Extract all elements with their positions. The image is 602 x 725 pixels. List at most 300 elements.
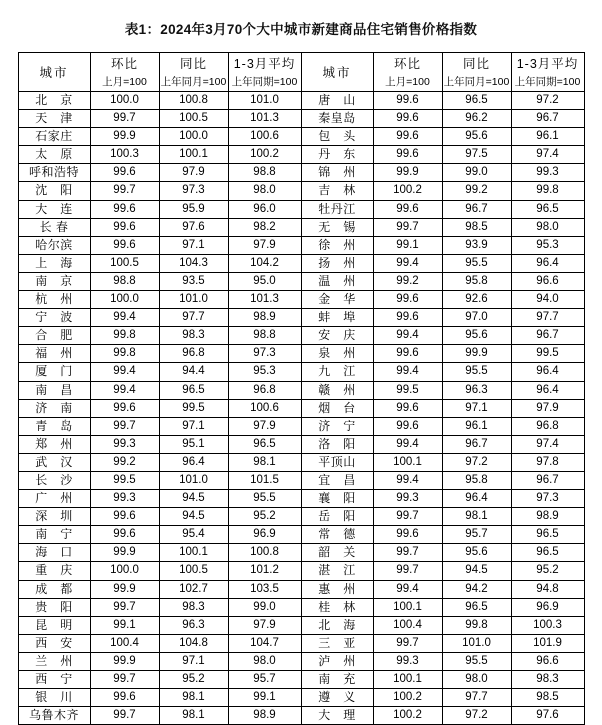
city-name-cell: 深 圳 [18,508,90,526]
table-row [18,671,584,689]
value-cell-yoy: 99.9 [442,345,511,363]
value-cell-mom: 99.6 [373,345,442,363]
value-cell-yoy: 100.1 [159,146,228,164]
value-cell-mom: 99.6 [90,399,159,417]
header-group-yoy-left: 同比 [159,53,228,73]
header-group-avg-left: 1-3月平均 [228,53,301,73]
city-name-cell: 安 庆 [301,327,373,345]
value-cell-mom: 99.4 [373,471,442,489]
table-row [18,110,584,128]
value-cell-yoy: 96.3 [159,616,228,634]
value-cell-avg: 97.6 [511,707,584,725]
value-cell-avg: 96.7 [511,110,584,128]
city-name-cell: 烟 台 [301,399,373,417]
city-name-cell: 湛 江 [301,562,373,580]
value-cell-avg: 98.8 [228,327,301,345]
value-cell-yoy: 96.1 [442,417,511,435]
city-name-cell: 银 川 [18,689,90,707]
city-name-cell: 九 江 [301,363,373,381]
value-cell-mom: 99.7 [373,634,442,652]
city-name-cell: 成 都 [18,580,90,598]
value-cell-avg: 95.3 [511,236,584,254]
value-cell-yoy: 97.9 [159,164,228,182]
value-cell-mom: 99.4 [373,363,442,381]
city-name-cell: 郑 州 [18,435,90,453]
value-cell-mom: 99.7 [90,417,159,435]
value-cell-yoy: 96.5 [442,92,511,110]
city-name-cell: 惠 州 [301,580,373,598]
value-cell-mom: 99.6 [373,309,442,327]
value-cell-mom: 99.1 [373,236,442,254]
value-cell-yoy: 96.7 [442,200,511,218]
value-cell-yoy: 99.2 [442,182,511,200]
city-name-cell: 贵 阳 [18,598,90,616]
value-cell-avg: 96.8 [228,381,301,399]
value-cell-avg: 96.6 [511,272,584,290]
value-cell-yoy: 104.3 [159,254,228,272]
value-cell-yoy: 95.6 [442,128,511,146]
table-row [18,544,584,562]
value-cell-mom: 99.6 [373,92,442,110]
value-cell-mom: 99.6 [90,526,159,544]
header-sub-yoy-left: 上年同月=100 [159,72,228,92]
table-body [18,92,584,725]
table-row [18,490,584,508]
value-cell-avg: 95.2 [228,508,301,526]
value-cell-yoy: 95.5 [442,254,511,272]
value-cell-mom: 99.6 [90,200,159,218]
city-name-cell: 大 连 [18,200,90,218]
value-cell-yoy: 95.5 [442,652,511,670]
value-cell-mom: 100.4 [373,616,442,634]
value-cell-mom: 99.3 [90,490,159,508]
value-cell-mom: 99.6 [373,417,442,435]
city-name-cell: 泸 州 [301,652,373,670]
value-cell-mom: 99.2 [90,453,159,471]
table-row [18,309,584,327]
value-cell-mom: 99.6 [373,526,442,544]
value-cell-avg: 95.2 [511,562,584,580]
value-cell-yoy: 96.5 [442,598,511,616]
value-cell-mom: 99.6 [373,128,442,146]
value-cell-yoy: 98.1 [159,707,228,725]
value-cell-mom: 99.5 [373,381,442,399]
value-cell-avg: 96.7 [511,327,584,345]
value-cell-yoy: 100.8 [159,92,228,110]
value-cell-yoy: 94.5 [159,490,228,508]
value-cell-avg: 96.8 [511,417,584,435]
value-cell-avg: 96.5 [511,200,584,218]
value-cell-mom: 100.2 [373,182,442,200]
value-cell-yoy: 95.9 [159,200,228,218]
city-name-cell: 呼和浩特 [18,164,90,182]
value-cell-avg: 101.9 [511,634,584,652]
value-cell-mom: 99.6 [373,399,442,417]
value-cell-avg: 98.9 [228,309,301,327]
city-name-cell: 丹 东 [301,146,373,164]
value-cell-mom: 99.9 [373,164,442,182]
header-city-right: 城市 [301,53,373,92]
value-cell-yoy: 95.4 [159,526,228,544]
value-cell-yoy: 95.2 [159,671,228,689]
value-cell-mom: 99.7 [373,544,442,562]
city-name-cell: 宁 波 [18,309,90,327]
city-name-cell: 北 京 [18,92,90,110]
value-cell-yoy: 98.0 [442,671,511,689]
value-cell-avg: 99.1 [228,689,301,707]
city-name-cell: 徐 州 [301,236,373,254]
value-cell-avg: 101.3 [228,110,301,128]
value-cell-avg: 97.9 [228,236,301,254]
header-group-yoy-right: 同比 [442,53,511,73]
value-cell-avg: 97.3 [228,345,301,363]
header-group-avg-right: 1-3月平均 [511,53,584,73]
value-cell-mom: 100.1 [373,671,442,689]
value-cell-mom: 99.8 [90,345,159,363]
value-cell-avg: 96.7 [511,471,584,489]
value-cell-mom: 99.4 [90,381,159,399]
city-name-cell: 包 头 [301,128,373,146]
value-cell-yoy: 95.8 [442,272,511,290]
table-row [18,128,584,146]
value-cell-yoy: 100.5 [159,562,228,580]
header-sub-mom-right: 上月=100 [373,72,442,92]
value-cell-mom: 99.4 [373,580,442,598]
header-city-left: 城市 [18,53,90,92]
value-cell-yoy: 96.4 [442,490,511,508]
value-cell-mom: 99.7 [373,562,442,580]
value-cell-avg: 98.0 [228,182,301,200]
table-row [18,453,584,471]
value-cell-avg: 96.4 [511,254,584,272]
value-cell-yoy: 93.9 [442,236,511,254]
value-cell-avg: 101.0 [228,92,301,110]
value-cell-mom: 99.1 [90,616,159,634]
value-cell-mom: 99.6 [90,218,159,236]
value-cell-mom: 99.9 [90,128,159,146]
header-sub-mom-left: 上月=100 [90,72,159,92]
value-cell-yoy: 95.6 [442,544,511,562]
city-name-cell: 南 宁 [18,526,90,544]
city-name-cell: 上 海 [18,254,90,272]
table-row [18,652,584,670]
value-cell-avg: 95.5 [228,490,301,508]
table-row [18,291,584,309]
value-cell-mom: 100.0 [90,92,159,110]
table-row [18,200,584,218]
value-cell-avg: 95.3 [228,363,301,381]
city-name-cell: 秦皇岛 [301,110,373,128]
city-name-cell: 南 昌 [18,381,90,399]
value-cell-avg: 97.4 [511,146,584,164]
value-cell-yoy: 104.8 [159,634,228,652]
value-cell-avg: 96.4 [511,363,584,381]
value-cell-yoy: 99.0 [442,164,511,182]
city-name-cell: 济 宁 [301,417,373,435]
value-cell-yoy: 96.3 [442,381,511,399]
value-cell-yoy: 97.2 [442,707,511,725]
city-name-cell: 遵 义 [301,689,373,707]
value-cell-mom: 99.4 [373,435,442,453]
value-cell-mom: 99.9 [90,580,159,598]
table-row [18,580,584,598]
city-name-cell: 北 海 [301,616,373,634]
value-cell-yoy: 94.5 [159,508,228,526]
value-cell-avg: 100.6 [228,399,301,417]
value-cell-yoy: 97.7 [159,309,228,327]
value-cell-avg: 98.3 [511,671,584,689]
value-cell-yoy: 93.5 [159,272,228,290]
value-cell-mom: 100.2 [373,689,442,707]
header-sub-avg-right: 上年同期=100 [511,72,584,92]
value-cell-mom: 99.9 [90,544,159,562]
value-cell-mom: 99.4 [373,254,442,272]
value-cell-mom: 99.7 [90,110,159,128]
value-cell-mom: 99.6 [373,200,442,218]
value-cell-yoy: 100.5 [159,110,228,128]
value-cell-avg: 97.4 [511,435,584,453]
value-cell-avg: 100.2 [228,146,301,164]
value-cell-mom: 99.7 [90,598,159,616]
city-name-cell: 三 亚 [301,634,373,652]
value-cell-avg: 97.2 [511,92,584,110]
value-cell-avg: 97.9 [511,399,584,417]
value-cell-avg: 96.5 [228,435,301,453]
city-name-cell: 广 州 [18,490,90,508]
city-name-cell: 昆 明 [18,616,90,634]
value-cell-mom: 99.7 [373,218,442,236]
value-cell-avg: 99.5 [511,345,584,363]
city-name-cell: 岳 阳 [301,508,373,526]
value-cell-yoy: 101.0 [442,634,511,652]
value-cell-avg: 101.3 [228,291,301,309]
city-name-cell: 长 春 [18,218,90,236]
value-cell-mom: 100.3 [90,146,159,164]
table-row [18,435,584,453]
table-row [18,598,584,616]
table-row [18,399,584,417]
header-sub-yoy-right: 上年同月=100 [442,72,511,92]
table-row [18,634,584,652]
value-cell-avg: 98.0 [228,652,301,670]
table-row [18,254,584,272]
city-name-cell: 襄 阳 [301,490,373,508]
value-cell-avg: 96.6 [511,652,584,670]
table-row [18,616,584,634]
value-cell-avg: 100.6 [228,128,301,146]
city-name-cell: 福 州 [18,345,90,363]
value-cell-avg: 95.0 [228,272,301,290]
value-cell-mom: 100.0 [90,291,159,309]
value-cell-avg: 97.3 [511,490,584,508]
table-row [18,327,584,345]
value-cell-mom: 99.3 [90,435,159,453]
value-cell-avg: 96.1 [511,128,584,146]
value-cell-mom: 99.7 [90,671,159,689]
value-cell-avg: 97.7 [511,309,584,327]
value-cell-avg: 96.9 [511,598,584,616]
table-row [18,471,584,489]
value-cell-yoy: 97.2 [442,453,511,471]
value-cell-yoy: 96.2 [442,110,511,128]
table-row [18,92,584,110]
value-cell-mom: 99.5 [90,471,159,489]
value-cell-mom: 99.6 [90,236,159,254]
value-cell-yoy: 97.1 [159,236,228,254]
city-name-cell: 厦 门 [18,363,90,381]
city-name-cell: 兰 州 [18,652,90,670]
value-cell-mom: 99.4 [373,327,442,345]
value-cell-mom: 100.0 [90,562,159,580]
table-row [18,218,584,236]
value-cell-mom: 99.6 [90,164,159,182]
table-row [18,417,584,435]
value-cell-avg: 94.8 [511,580,584,598]
city-name-cell: 西 安 [18,634,90,652]
value-cell-avg: 96.5 [511,544,584,562]
value-cell-yoy: 95.8 [442,471,511,489]
city-name-cell: 重 庆 [18,562,90,580]
table-row [18,345,584,363]
city-name-cell: 桂 林 [301,598,373,616]
city-name-cell: 吉 林 [301,182,373,200]
city-name-cell: 合 肥 [18,327,90,345]
value-cell-mom: 100.5 [90,254,159,272]
city-name-cell: 天 津 [18,110,90,128]
table-row [18,526,584,544]
city-name-cell: 长 沙 [18,471,90,489]
value-cell-avg: 96.4 [511,381,584,399]
value-cell-yoy: 96.7 [442,435,511,453]
value-cell-mom: 99.6 [90,508,159,526]
value-cell-avg: 96.5 [511,526,584,544]
city-name-cell: 无 锡 [301,218,373,236]
city-name-cell: 大 理 [301,707,373,725]
city-name-cell: 金 华 [301,291,373,309]
value-cell-yoy: 98.1 [159,689,228,707]
value-cell-avg: 98.9 [228,707,301,725]
city-name-cell: 平顶山 [301,453,373,471]
value-cell-yoy: 95.6 [442,327,511,345]
value-cell-yoy: 96.4 [159,453,228,471]
value-cell-yoy: 98.3 [159,327,228,345]
value-cell-yoy: 97.0 [442,309,511,327]
value-cell-yoy: 92.6 [442,291,511,309]
city-name-cell: 扬 州 [301,254,373,272]
value-cell-yoy: 100.1 [159,544,228,562]
value-cell-yoy: 97.5 [442,146,511,164]
value-cell-avg: 97.9 [228,417,301,435]
value-cell-mom: 99.6 [373,291,442,309]
value-cell-avg: 98.1 [228,453,301,471]
value-cell-avg: 104.7 [228,634,301,652]
value-cell-avg: 101.5 [228,471,301,489]
value-cell-avg: 103.5 [228,580,301,598]
value-cell-yoy: 94.4 [159,363,228,381]
city-name-cell: 武 汉 [18,453,90,471]
value-cell-yoy: 100.0 [159,128,228,146]
table-row [18,182,584,200]
value-cell-avg: 96.9 [228,526,301,544]
value-cell-mom: 99.3 [373,652,442,670]
value-cell-yoy: 102.7 [159,580,228,598]
value-cell-mom: 99.7 [90,707,159,725]
city-name-cell: 南 充 [301,671,373,689]
price-index-table [18,52,585,725]
city-name-cell: 南 京 [18,272,90,290]
value-cell-avg: 98.5 [511,689,584,707]
value-cell-yoy: 97.7 [442,689,511,707]
value-cell-mom: 99.6 [373,110,442,128]
value-cell-yoy: 98.3 [159,598,228,616]
value-cell-avg: 99.3 [511,164,584,182]
page-title: 表1：2024年3月70个大中城市新建商品住宅销售价格指数 [124,22,478,37]
value-cell-mom: 99.4 [90,309,159,327]
value-cell-mom: 99.3 [373,490,442,508]
city-name-cell: 哈尔滨 [18,236,90,254]
city-name-cell: 青 岛 [18,417,90,435]
value-cell-mom: 99.7 [373,508,442,526]
table-row [18,562,584,580]
value-cell-yoy: 97.1 [159,652,228,670]
table-row [18,146,584,164]
table-row [18,236,584,254]
value-cell-avg: 101.2 [228,562,301,580]
table-row [18,381,584,399]
city-name-cell: 锦 州 [301,164,373,182]
header-sub-avg-left: 上年同期=100 [228,72,301,92]
value-cell-avg: 100.3 [511,616,584,634]
value-cell-yoy: 97.1 [442,399,511,417]
value-cell-mom: 100.2 [373,707,442,725]
value-cell-avg: 98.9 [511,508,584,526]
table-row [18,272,584,290]
value-cell-yoy: 97.6 [159,218,228,236]
value-cell-mom: 99.8 [90,327,159,345]
table-row [18,363,584,381]
value-cell-yoy: 101.0 [159,471,228,489]
value-cell-mom: 99.6 [90,689,159,707]
city-name-cell: 宜 昌 [301,471,373,489]
value-cell-yoy: 99.5 [159,399,228,417]
city-name-cell: 太 原 [18,146,90,164]
city-name-cell: 西 宁 [18,671,90,689]
value-cell-yoy: 95.7 [442,526,511,544]
city-name-cell: 石家庄 [18,128,90,146]
value-cell-avg: 95.7 [228,671,301,689]
value-cell-avg: 99.8 [511,182,584,200]
value-cell-mom: 99.7 [90,182,159,200]
value-cell-yoy: 96.5 [159,381,228,399]
value-cell-avg: 98.2 [228,218,301,236]
table-header [18,53,584,92]
value-cell-yoy: 99.8 [442,616,511,634]
city-name-cell: 沈 阳 [18,182,90,200]
city-name-cell: 韶 关 [301,544,373,562]
city-name-cell: 济 南 [18,399,90,417]
value-cell-avg: 99.0 [228,598,301,616]
value-cell-mom: 99.2 [373,272,442,290]
header-group-mom-left: 环比 [90,53,159,73]
value-cell-mom: 99.6 [373,146,442,164]
city-name-cell: 牡丹江 [301,200,373,218]
city-name-cell: 泉 州 [301,345,373,363]
value-cell-avg: 100.8 [228,544,301,562]
value-cell-yoy: 97.3 [159,182,228,200]
city-name-cell: 唐 山 [301,92,373,110]
table-row [18,689,584,707]
table-row [18,164,584,182]
